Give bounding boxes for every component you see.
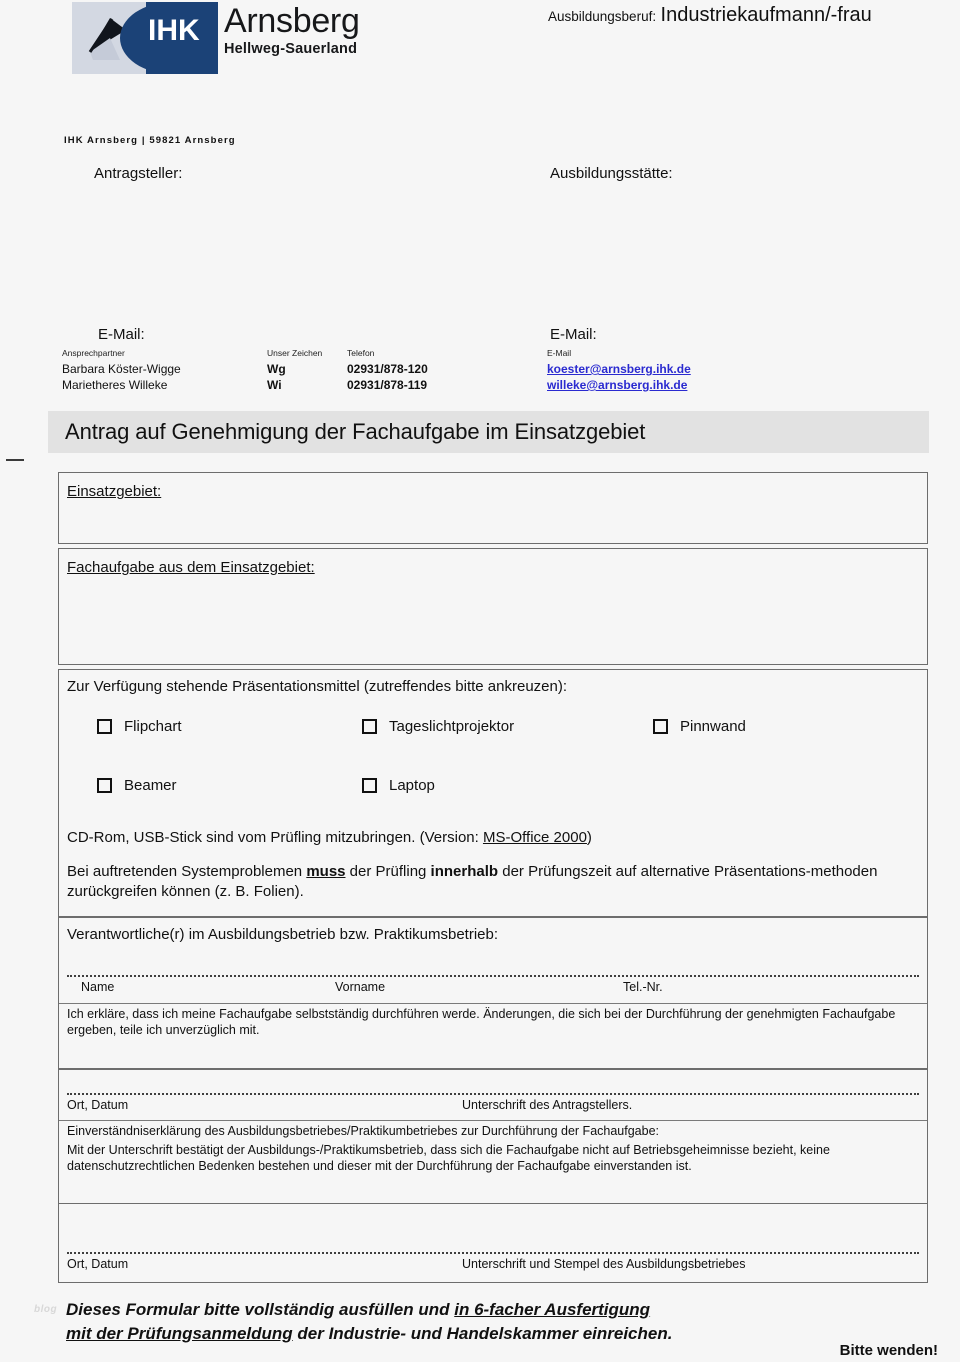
checkbox-pinnwand[interactable] [653, 718, 746, 735]
verantwortliche-label: Verantwortliche(r) im Ausbildungsbetrieb bzw. Praktikumsbetrieb: [67, 926, 499, 943]
page-header [0, 0, 960, 92]
contact-table [62, 348, 722, 394]
einverstaendnis-heading: Einverständniserklärung des Ausbildungsbetriebes/Praktikumbetriebes zur Durchführung der Fachaufgabe: [67, 1124, 660, 1138]
contact-telefon: 02931/878-119 [347, 378, 428, 392]
checkbox-tageslichtprojektor[interactable] [362, 718, 514, 735]
col-header-email: E-Mail [547, 348, 572, 358]
systemprobleme-part-1: Bei auftretenden Systemproblemen [67, 863, 307, 880]
contact-name: Barbara Köster-Wigge [62, 362, 181, 376]
checkbox-box-icon[interactable] [97, 778, 112, 793]
caption-vorname: Vorname [335, 980, 386, 994]
checkbox-box-icon[interactable] [362, 719, 377, 734]
bitte-wenden-note: Bitte wenden! [839, 1342, 938, 1359]
watermark-text: blog [34, 1304, 58, 1315]
cdrom-note [67, 828, 913, 848]
verantwortliche-box [58, 917, 928, 1069]
einsatzgebiet-field-box[interactable] [58, 472, 928, 544]
footer-underline-2: mit der Prüfungsanmeldung [66, 1324, 293, 1344]
form-title-band [48, 411, 929, 453]
einsatzgebiet-label: Einsatzgebiet: [67, 483, 162, 500]
checkbox-flipchart[interactable] [97, 718, 182, 735]
footer-part-2: der Industrie- und Handelskammer einreichen. [292, 1324, 673, 1344]
name-signature-line-group[interactable] [67, 975, 919, 997]
col-header-zeichen: Unser Zeichen [267, 348, 323, 358]
systemprobleme-innerhalb: innerhalb [430, 863, 499, 880]
col-header-ansprechpartner: Ansprechpartner [62, 348, 125, 358]
checkbox-beamer[interactable] [97, 777, 177, 794]
dotted-entry-line[interactable] [67, 1093, 919, 1095]
checkbox-box-icon[interactable] [653, 719, 668, 734]
contact-email-link[interactable]: willeke@arnsberg.ihk.de [547, 378, 688, 392]
contact-zeichen: Wg [267, 362, 286, 376]
fachaufgabe-field-box[interactable] [58, 548, 928, 665]
page-title: Antrag auf Genehmigung der Fachaufgabe im Einsatzgebiet [65, 419, 646, 444]
contact-name: Marietheres Willeke [62, 378, 168, 392]
caption-unterschrift: Unterschrift und Stempel des Ausbildungsbetriebes [462, 1257, 746, 1271]
brand-subtitle: Hellweg-Sauerland [224, 40, 358, 57]
footer-instruction [66, 1298, 826, 1346]
email-label-right: E-Mail: [550, 326, 597, 343]
ausbildungsstaette-label: Ausbildungsstätte: [550, 165, 673, 182]
praesentationsmittel-label: Zur Verfügung stehende Präsentationsmittel (zutreffendes bitte ankreuzen): [67, 678, 568, 695]
contact-zeichen: Wi [267, 378, 282, 392]
sender-address-line: IHK Arnsberg | 59821 Arnsberg [64, 135, 236, 146]
name-captions [67, 980, 919, 997]
table-row [62, 378, 722, 394]
antragsteller-signature-captions [67, 1098, 919, 1115]
logo-mark-panel [146, 2, 218, 74]
cdrom-note-pre: CD-Rom, USB-Stick sind vom Prüfling mitzubringen. (Version: [67, 829, 483, 846]
dotted-entry-line[interactable] [67, 1252, 919, 1254]
divider [59, 1003, 927, 1004]
fachaufgabe-label: Fachaufgabe aus dem Einsatzgebiet: [67, 559, 315, 576]
caption-unterschrift: Unterschrift des Antragstellers. [462, 1098, 633, 1112]
caption-ort-datum: Ort, Datum [67, 1098, 129, 1112]
contact-table-header-row [62, 348, 722, 362]
divider [59, 1120, 927, 1121]
systemprobleme-part-3: der Prüfungszeit auf alternative Präsentations-methoden zurückgreifen können (z. B. Folien). [67, 863, 878, 900]
ausbildungsberuf-label: Ausbildungsberuf: [548, 9, 657, 24]
systemprobleme-part-2: der Prüfling [345, 863, 431, 880]
checkbox-box-icon[interactable] [362, 778, 377, 793]
checkbox-box-icon[interactable] [97, 719, 112, 734]
email-label-left: E-Mail: [98, 326, 145, 343]
ihk-logo [72, 2, 218, 74]
caption-telnr: Tel.-Nr. [623, 980, 663, 994]
betrieb-signature-captions [67, 1257, 919, 1274]
checkbox-label: Flipchart [124, 718, 182, 735]
checkbox-label: Beamer [124, 777, 177, 794]
dotted-entry-line[interactable] [67, 975, 919, 977]
contact-telefon: 02931/878-120 [347, 362, 428, 376]
stempel-box [58, 1203, 928, 1283]
left-margin-dash [6, 459, 24, 461]
cdrom-version: MS-Office 2000 [482, 829, 587, 846]
checkbox-label: Pinnwand [680, 718, 746, 735]
checkbox-label: Laptop [389, 777, 435, 794]
checkbox-laptop[interactable] [362, 777, 435, 794]
col-header-telefon: Telefon [347, 348, 375, 358]
caption-ort-datum: Ort, Datum [67, 1257, 129, 1271]
ausbildungsberuf-block [548, 4, 872, 27]
footer-part-1: Dieses Formular bitte vollständig ausfüllen und [66, 1300, 455, 1319]
logo-flag-panel [72, 2, 146, 74]
antragsteller-label: Antragsteller: [94, 165, 183, 182]
table-row [62, 362, 722, 378]
brand-name: Arnsberg [224, 2, 360, 40]
ausbildungsberuf-value: Industriekaufmann/-frau [660, 4, 872, 26]
systemprobleme-note [67, 862, 923, 902]
brand-block [224, 4, 424, 57]
logo-mark-text: IHK [148, 14, 200, 47]
betrieb-signature-line-group[interactable] [67, 1252, 919, 1274]
cdrom-note-post: ) [586, 829, 592, 846]
systemprobleme-muss: muss [306, 863, 346, 880]
caption-name: Name [81, 980, 115, 994]
contact-email-link[interactable]: koester@arnsberg.ihk.de [547, 362, 691, 376]
footer-underline-1: in 6-facher Ausfertigung [454, 1300, 651, 1319]
checkbox-label: Tageslichtprojektor [389, 718, 515, 735]
declaration-text: Ich erkläre, dass ich meine Fachaufgabe selbstständig durchführen werde. Änderungen, die sich bei der Durchführung der genehmigten Fachaufgabe ergeben, teile ich unverzüglich mit. [67, 1007, 896, 1038]
checkbox-row-1 [59, 718, 927, 744]
checkbox-row-2 [59, 777, 927, 803]
antragsteller-signature-line-group[interactable] [67, 1093, 919, 1115]
praesentationsmittel-box [58, 669, 928, 917]
einverstaendnis-text: Mit der Unterschrift bestätigt der Ausbildungs-/Praktikumsbetrieb, dass sich die Fachaufgabe nicht auf Betriebsgeheimnisse bezieht, keine datenschutzrechtlichen Bedenken bestehen und dieser mit der Durchführung der Fachaufgabe einverstanden ist. [67, 1143, 830, 1174]
